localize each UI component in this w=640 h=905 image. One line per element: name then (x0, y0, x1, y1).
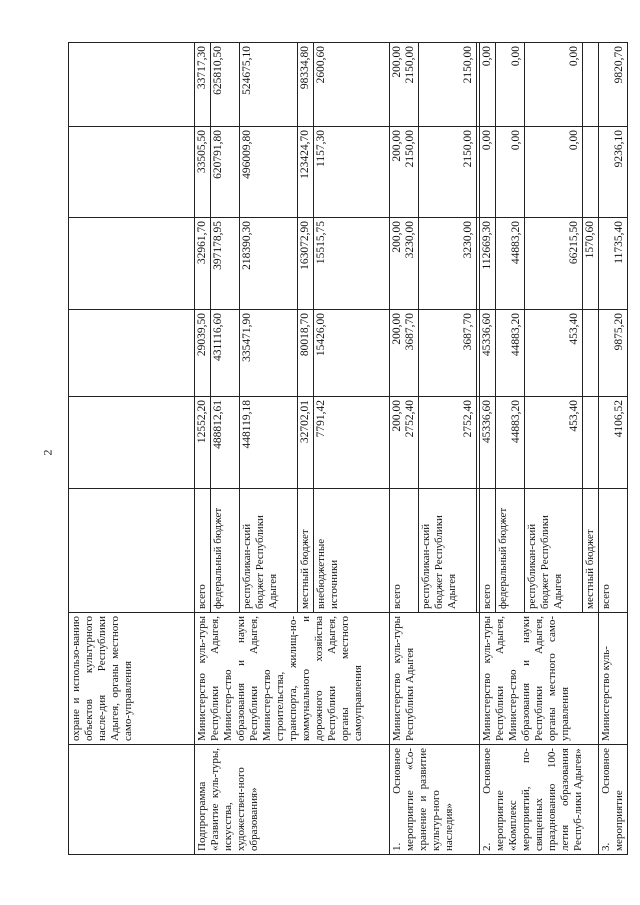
rotated-page (68, 43, 625, 855)
value-cell (583, 43, 599, 127)
value-cell: 33505,50 (195, 127, 211, 218)
value-cell: 200,00 3230,00 (390, 218, 419, 310)
value-cell: 431116,60 (211, 310, 240, 397)
source-cell: республикан-ский бюджет Республики Адыгея (525, 489, 583, 613)
value-cell: 453,40 (525, 397, 583, 489)
measure-3-name: 3. Основное мероприятие (599, 745, 628, 855)
value-cell: 0,00 (496, 43, 525, 127)
value-cell: 163072,90 (298, 218, 314, 310)
value-cell: 45336,60 (480, 397, 496, 489)
value-cell: 2752,40 (419, 397, 477, 489)
source-cell: федеральный бюджет (211, 489, 240, 613)
source-cell: всего (599, 489, 628, 613)
value-cell: 29039,50 (195, 310, 211, 397)
value-cell: 0,00 (496, 127, 525, 218)
value-cell: 1570,60 (583, 218, 599, 310)
value-cell: 9236,10 (599, 127, 628, 218)
value-cell: 218390,30 (240, 218, 298, 310)
value-cell: 98334,80 (298, 43, 314, 127)
cell-blank (69, 745, 195, 855)
cell-blank (69, 218, 195, 310)
cell-blank (69, 43, 195, 127)
value-cell: 524675,10 (240, 43, 298, 127)
value-cell: 11735,40 (599, 218, 628, 310)
value-cell: 0,00 (525, 43, 583, 127)
value-cell: 3230,00 (419, 218, 477, 310)
value-cell: 2600,60 (314, 43, 390, 127)
value-cell: 397178,95 (211, 218, 240, 310)
table-row (599, 43, 628, 855)
page-number: 2 (40, 449, 55, 455)
value-cell: 0,00 (480, 43, 496, 127)
value-cell: 45336,60 (480, 310, 496, 397)
subprogram-executors: Министерство куль-туры Республики Адыгея, Министер-ство образования и науки Республики Адыгея, Министер-ство строительства, транспорта, жилищ-но-коммунального и дорожного хозяйства Республики Адыгея, органы местного самоуправления (195, 613, 390, 745)
source-cell: внебюджетные источники (314, 489, 390, 613)
value-cell: 15515,75 (314, 218, 390, 310)
cell-blank (69, 489, 195, 613)
measure-1-executors: Министерство куль-туры Республики Адыгея (390, 613, 480, 745)
value-cell (583, 397, 599, 489)
value-cell: 66215,50 (525, 218, 583, 310)
budget-table-container (68, 43, 625, 855)
value-cell: 9820,70 (599, 43, 628, 127)
value-cell: 44883,20 (496, 397, 525, 489)
value-cell: 620791,80 (211, 127, 240, 218)
table-row (390, 43, 419, 855)
value-cell: 4106,52 (599, 397, 628, 489)
cell-blank (69, 397, 195, 489)
value-cell: 200,00 2150,00 (390, 127, 419, 218)
measure-2-executors: Министерство куль-туры Республики Адыгея, Министер-ство образования и науки Республики Адыгея, органы местного само-управления (480, 613, 599, 745)
value-cell: 80018,70 (298, 310, 314, 397)
value-cell: 2150,00 (419, 43, 477, 127)
value-cell (583, 127, 599, 218)
value-cell: 0,00 (480, 127, 496, 218)
table-row (195, 43, 211, 855)
value-cell: 496009,80 (240, 127, 298, 218)
source-cell: республикан-ский бюджет Республики Адыгея (419, 489, 477, 613)
value-cell: 448119,18 (240, 397, 298, 489)
value-cell: 32961,70 (195, 218, 211, 310)
cell-blank (69, 310, 195, 397)
value-cell: 200,00 2752,40 (390, 397, 419, 489)
value-cell: 200,00 3687,70 (390, 310, 419, 397)
value-cell: 488812,61 (211, 397, 240, 489)
value-cell: 32702,01 (298, 397, 314, 489)
value-cell: 12552,20 (195, 397, 211, 489)
cell-blank (69, 127, 195, 218)
measure-2-name: 2. Основное мероприятие «Комплекс мероприятий, по-священных празднованию 100-летия образования Респуб-лики Адыгея» (480, 745, 599, 855)
value-cell: 33717,30 (195, 43, 211, 127)
value-cell: 123424,70 (298, 127, 314, 218)
value-cell: 335471,90 (240, 310, 298, 397)
source-cell: всего (480, 489, 496, 613)
table-row (480, 43, 496, 855)
value-cell: 7791,42 (314, 397, 390, 489)
measure-1-name: 1. Основное мероприятие «Со-хранение и развитие культур-ного наследия» (390, 745, 480, 855)
subprogram-name: Подпрограмма «Развитие куль-туры, искусства, художествен-ного образования» (195, 745, 390, 855)
value-cell: 9875,20 (599, 310, 628, 397)
value-cell: 112669,30 (480, 218, 496, 310)
executor-cell: охране и использо-ванию объектов культурного насле-дия Республики Адыгея, органы местного само-управления (69, 613, 195, 745)
budget-table (68, 42, 628, 855)
source-cell: всего (195, 489, 211, 613)
value-cell: 2150,00 (419, 127, 477, 218)
value-cell: 625810,50 (211, 43, 240, 127)
source-cell: местный бюджет (583, 489, 599, 613)
value-cell (583, 310, 599, 397)
source-cell: местный бюджет (298, 489, 314, 613)
table-row (69, 43, 195, 855)
value-cell: 3687,70 (419, 310, 477, 397)
source-cell: всего (390, 489, 419, 613)
measure-3-executors: Министерство куль- (599, 613, 628, 745)
source-cell: федеральный бюджет (496, 489, 525, 613)
value-cell: 200,00 2150,00 (390, 43, 419, 127)
value-cell: 44883,20 (496, 310, 525, 397)
value-cell: 15426,00 (314, 310, 390, 397)
value-cell: 1157,30 (314, 127, 390, 218)
value-cell: 453,40 (525, 310, 583, 397)
source-cell: республикан-ский бюджет Республики Адыгея (240, 489, 298, 613)
value-cell: 44883,20 (496, 218, 525, 310)
value-cell: 0,00 (525, 127, 583, 218)
